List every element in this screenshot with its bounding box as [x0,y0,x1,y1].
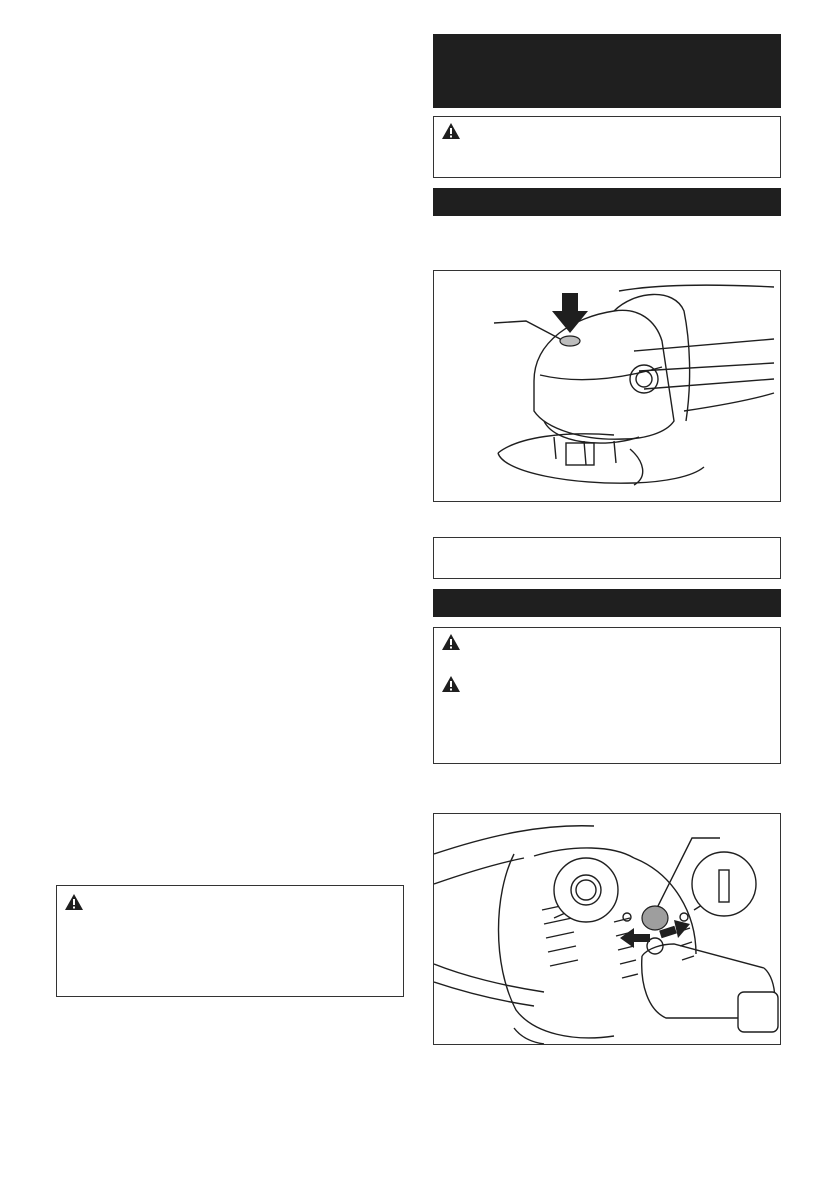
note-box [433,537,781,579]
angle-grinder-switch-illustration [434,814,780,1044]
warning-box-2 [433,627,781,764]
shaft-lock-button [560,336,580,346]
section-header-block [433,34,781,108]
down-arrow-icon [552,293,588,333]
angle-grinder-illustration [434,271,780,501]
figure-shaft-lock [433,270,781,502]
left-arrow-icon [620,928,650,948]
warning-triangle-icon [442,676,460,692]
warning-triangle-icon [442,123,460,139]
warning-box-1 [433,116,781,178]
warning-triangle-icon [65,894,83,910]
subheader-bar-1 [433,188,781,216]
warning-box-left [56,885,404,997]
switch-knob [642,906,668,930]
subheader-bar-2 [433,589,781,617]
warning-triangle-icon [442,634,460,650]
figure-switch [433,813,781,1045]
